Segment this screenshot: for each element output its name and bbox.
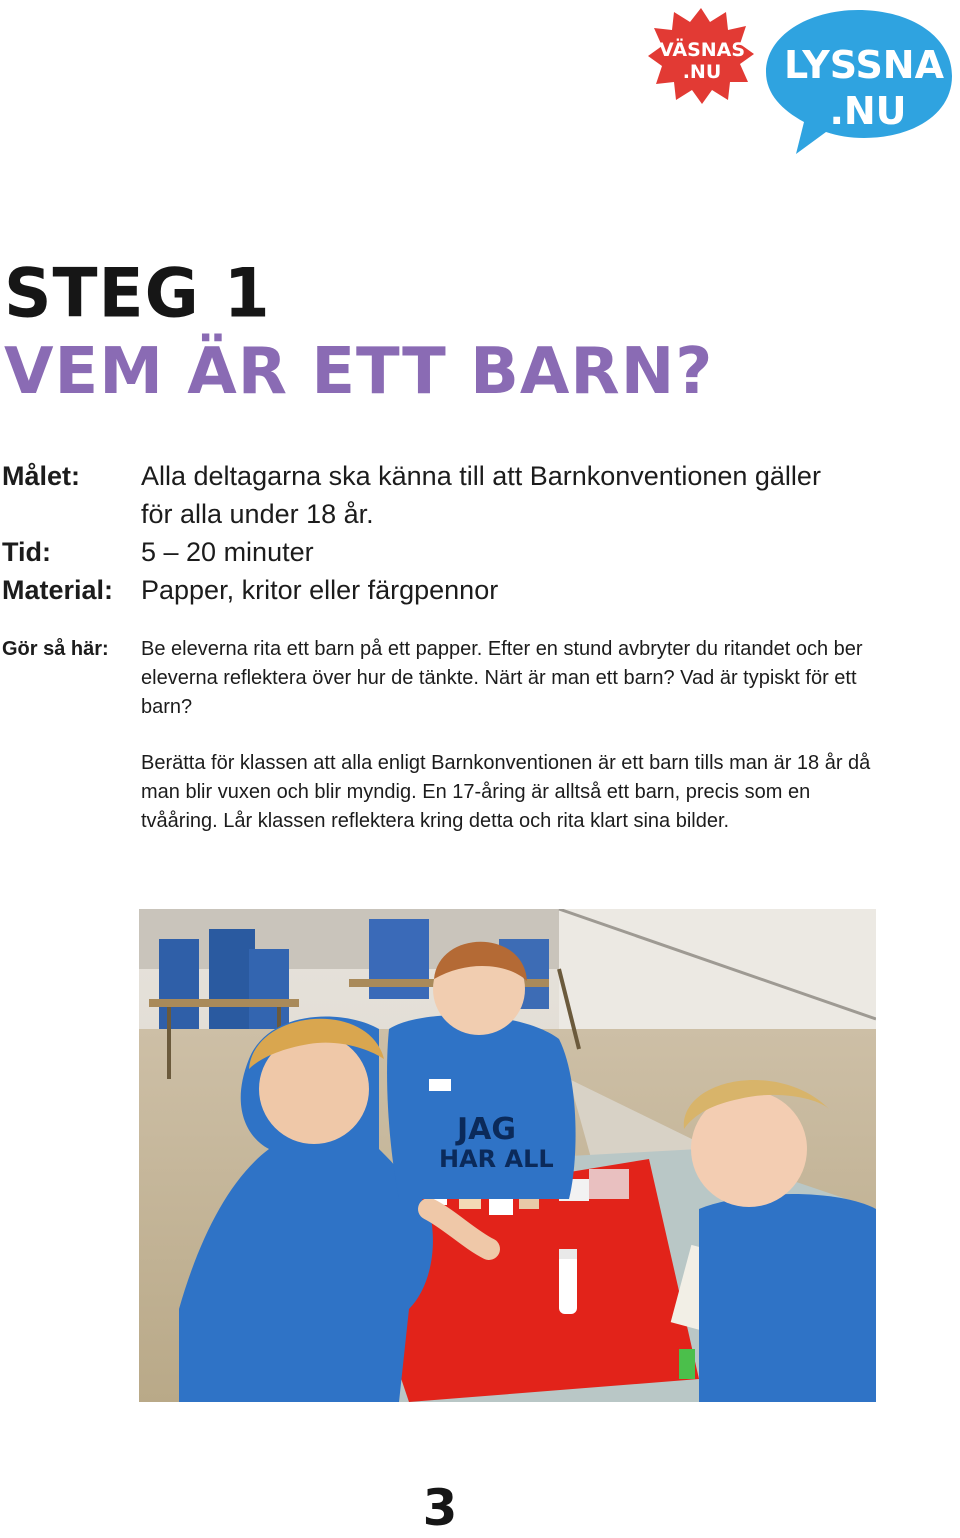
page-number: 3 xyxy=(422,1479,458,1537)
instructions-paragraph-2: Berätta för klassen att alla enligt Barnkonventionen är ett barn tills man är 18 år då man blir vuxen och blir myndig. En 17-åring är alltså ett barn, precis som en tvååring. Lår klassen reflektera kring detta och rita klart sina bilder. xyxy=(141,752,871,832)
material-label: Material: xyxy=(2,575,114,605)
step-title: STEG 1 xyxy=(4,254,271,333)
vasnas-logo-line2: .NU xyxy=(682,61,722,83)
lyssna-logo xyxy=(760,6,956,156)
time-value: 5 – 20 minuter xyxy=(141,537,314,567)
vasnas-logo xyxy=(646,6,756,106)
goal-line-1: Alla deltagarna ska känna till att Barnkonventionen gäller xyxy=(141,461,821,491)
instructions-paragraph-1: Be eleverna rita ett barn på ett papper. Efter en stund avbryter du ritandet och ber eleverna reflektera över hur de tänkte. Närt är man ett barn? Vad är typiskt för ett barn? xyxy=(141,638,863,718)
lyssna-logo-line2: .NU xyxy=(829,89,907,133)
lyssna-logo-line1: LYSSNA xyxy=(783,43,945,87)
material-value: Papper, kritor eller färgpennor xyxy=(141,575,499,605)
goal-label: Målet: xyxy=(2,461,81,491)
classroom-photo xyxy=(139,909,876,1402)
step-subtitle: VEM ÄR ETT BARN? xyxy=(4,335,714,409)
instructions-label: Gör så här: xyxy=(2,638,109,660)
photo-shirt-text-1: JAG xyxy=(457,1112,517,1147)
time-label: Tid: xyxy=(2,537,51,567)
vasnas-logo-line1: VÄSNAS xyxy=(658,39,746,61)
photo-shirt-text-2: HAR ALL xyxy=(439,1145,554,1173)
goal-line-2: för alla under 18 år. xyxy=(141,499,374,529)
